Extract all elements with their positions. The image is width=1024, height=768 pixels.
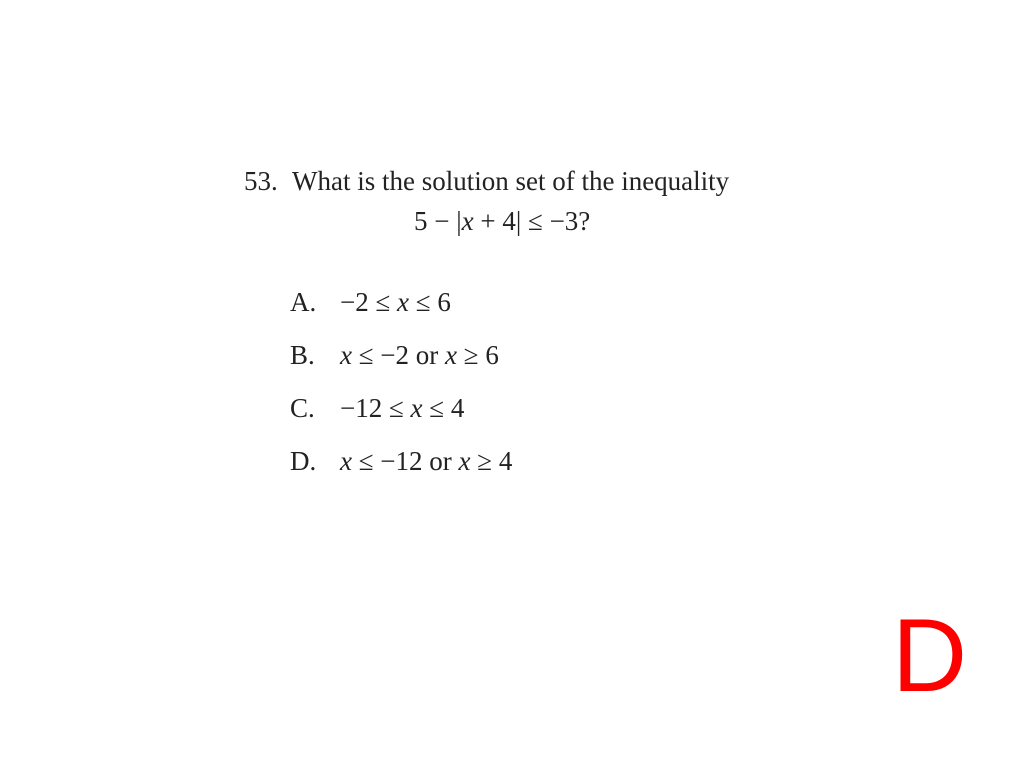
choice-a [290, 284, 512, 337]
variable-x: x [458, 446, 471, 476]
variable-x: x [410, 393, 423, 423]
choice-text: x ≤ −12 or x ≥ 4 [340, 446, 513, 476]
choice-text: x ≤ −2 or x ≥ 6 [340, 340, 499, 370]
question-prompt-line [244, 164, 804, 198]
variable-x: x [340, 340, 352, 370]
variable-x: x [397, 287, 410, 317]
choice-c [290, 390, 512, 443]
variable-x: x [340, 446, 352, 476]
choice-letter: C. [290, 393, 315, 423]
answer-choices [290, 284, 512, 496]
question-prompt: What is the solution set of the inequality [292, 166, 730, 196]
variable-x: x [445, 340, 458, 370]
question-number: 53. [244, 166, 278, 196]
variable-x: x [461, 206, 474, 236]
choice-letter: D. [290, 446, 317, 476]
question-block [244, 164, 804, 236]
choice-letter: A. [290, 287, 317, 317]
choice-d [290, 443, 512, 496]
answer-letter: D [892, 598, 968, 714]
choice-letter: B. [290, 340, 315, 370]
choice-text: −2 ≤ x ≤ 6 [340, 287, 451, 317]
choice-b [290, 337, 512, 390]
choice-text: −12 ≤ x ≤ 4 [340, 393, 465, 423]
question-equation: 5 − |x + 4| ≤ −3? [414, 206, 591, 236]
